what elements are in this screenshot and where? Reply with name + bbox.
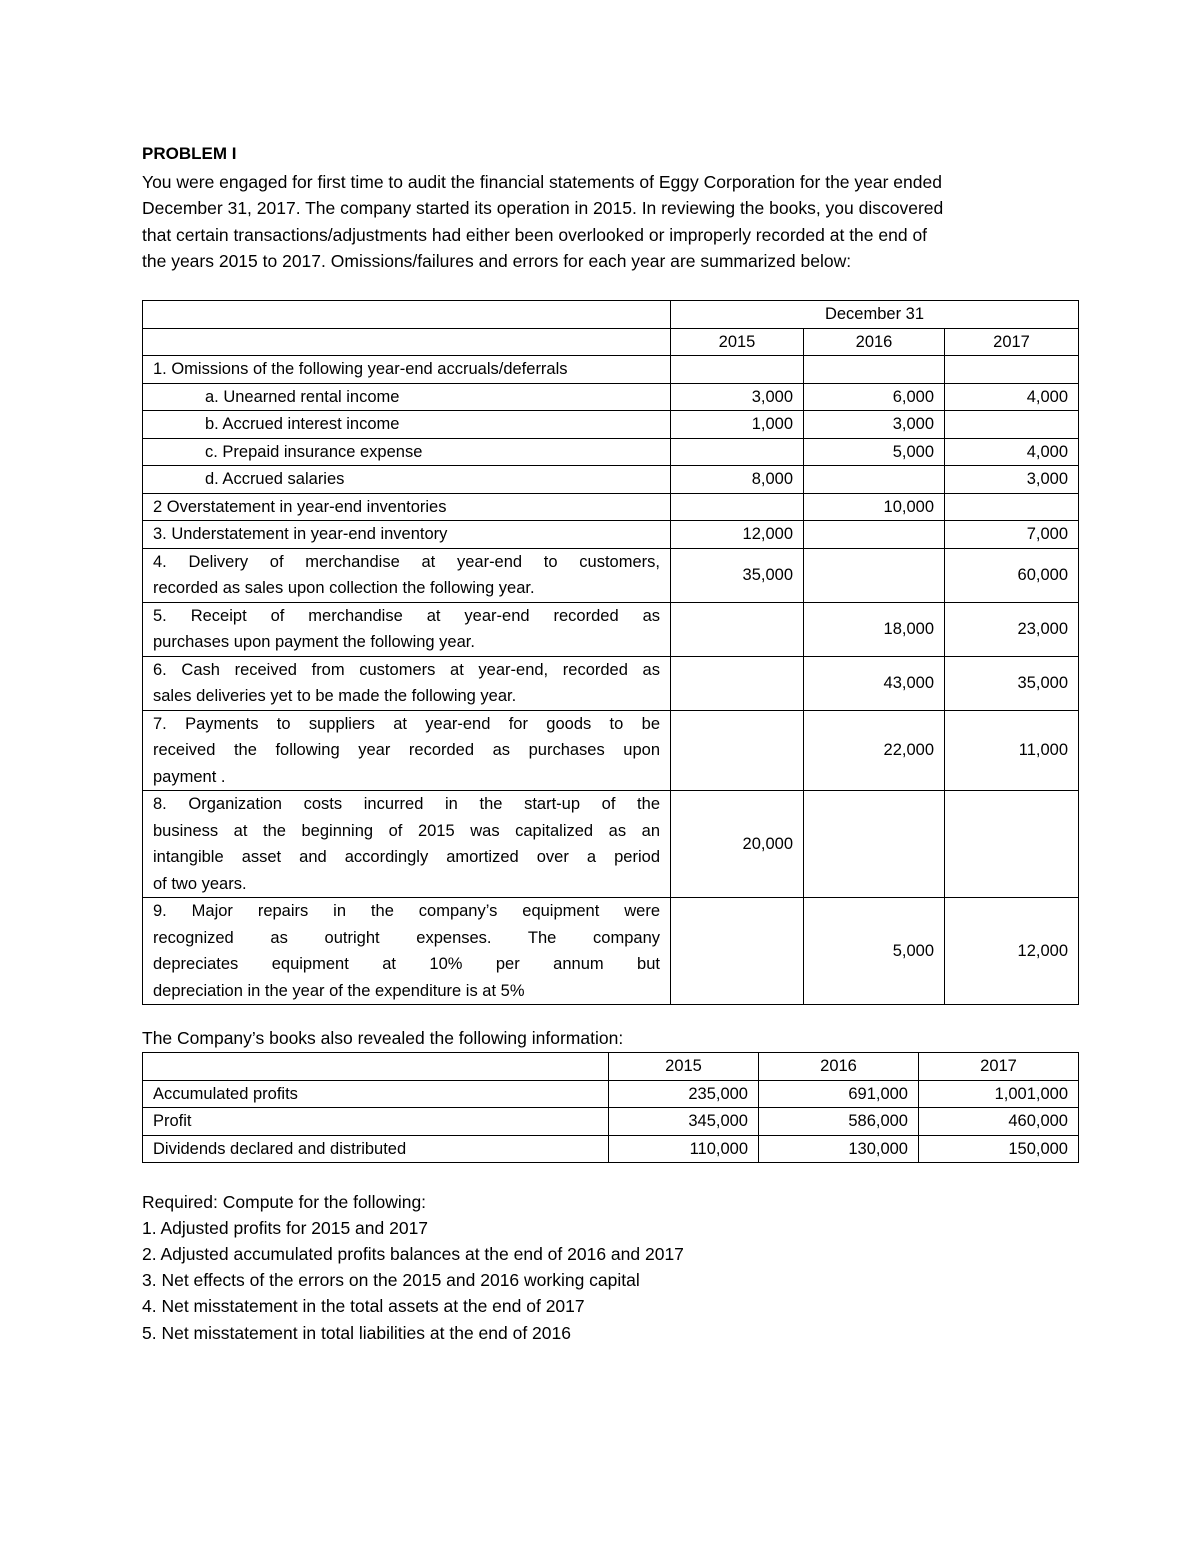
value-cell: 22,000 [804,710,945,791]
row-label: b. Accrued interest income [143,411,671,439]
intro-line: that certain transactions/adjustments had either been overlooked or improperly recorded at the end of [142,224,928,245]
row-label: a. Unearned rental income [143,383,671,411]
value-cell [671,656,804,710]
row-label-line: recorded as sales upon collection the following year. [153,579,535,597]
value-cell: 130,000 [759,1135,919,1163]
value-cell: 8,000 [671,466,804,494]
table-row [143,710,1079,791]
row-label: 2 Overstatement in year-end inventories [143,493,671,521]
value-cell [945,493,1079,521]
value-cell: 35,000 [945,656,1079,710]
value-cell [804,466,945,494]
table-row [143,791,1079,898]
required-item: 4. Net misstatement in the total assets at the end of 2017 [142,1296,585,1316]
row-label [143,898,671,1005]
value-cell: 5,000 [804,898,945,1005]
value-cell [671,898,804,1005]
value-cell: 12,000 [671,521,804,549]
required-item: 3. Net effects of the errors on the 2015 and 2016 working capital [142,1270,640,1290]
value-cell: 3,000 [671,383,804,411]
year-header: 2016 [804,328,945,356]
value-cell: 235,000 [609,1080,759,1108]
required-item: 2. Adjusted accumulated profits balances at the end of 2016 and 2017 [142,1244,684,1264]
row-label-line: purchases upon payment the following year. [153,633,475,651]
value-cell: 12,000 [945,898,1079,1005]
row-label [143,602,671,656]
errors-table [142,300,1079,1005]
row-label: Profit [143,1108,609,1136]
row-label: 3. Understatement in year-end inventory [143,521,671,549]
row-label-line: 6. Cash received from customers at year-end, recorded as [153,660,660,679]
value-cell: 20,000 [671,791,804,898]
year-header: 2017 [919,1053,1079,1081]
table-row [143,521,1079,549]
table-row [143,1080,1079,1108]
also-revealed-text: The Company’s books also revealed the following information: [142,1028,624,1048]
intro-line: the years 2015 to 2017. Omissions/failures and errors for each year are summarized below: [142,250,852,271]
value-cell [804,548,945,602]
value-cell: 4,000 [945,383,1079,411]
value-cell: 60,000 [945,548,1079,602]
table-row [143,656,1079,710]
value-cell: 4,000 [945,438,1079,466]
value-cell [804,356,945,384]
group-header: December 31 [671,301,1079,329]
table-row [143,493,1079,521]
row-label-line: depreciates equipment at 10% per annum but [153,955,660,973]
row-label [143,548,671,602]
value-cell [671,493,804,521]
row-label [143,710,671,791]
value-cell: 10,000 [804,493,945,521]
table-row [143,383,1079,411]
intro-line: December 31, 2017. The company started its operation in 2015. In reviewing the books, you discovered [142,198,944,219]
value-cell: 43,000 [804,656,945,710]
row-label-line: received the following year recorded as purchases upon [153,741,660,759]
value-cell: 11,000 [945,710,1079,791]
value-cell: 23,000 [945,602,1079,656]
value-cell [945,411,1079,439]
intro-line: You were engaged for first time to audit the financial statements of Eggy Corporation for the year ended [142,172,942,192]
value-cell [671,710,804,791]
required-heading: Required: Compute for the following: [142,1192,427,1212]
value-cell: 110,000 [609,1135,759,1163]
row-label-line: business at the beginning of 2015 was capitalized as an [153,821,660,840]
value-cell: 5,000 [804,438,945,466]
value-cell: 150,000 [919,1135,1079,1163]
problem-title: PROBLEM I [142,144,237,163]
table-row [143,356,1079,384]
row-label: 1. Omissions of the following year-end accruals/deferrals [143,356,671,384]
table-row [143,466,1079,494]
table-row [143,548,1079,602]
row-label-line: depreciation in the year of the expenditure is at 5% [153,981,525,1000]
profits-table [142,1052,1079,1163]
value-cell: 691,000 [759,1080,919,1108]
value-cell: 345,000 [609,1108,759,1136]
row-label-line: intangible asset and accordingly amortized over a period [153,848,660,866]
row-label-line: sales deliveries yet to be made the following year. [153,687,517,705]
value-cell: 586,000 [759,1108,919,1136]
year-header: 2015 [671,328,804,356]
table-row [143,438,1079,466]
year-header: 2016 [759,1053,919,1081]
value-cell: 35,000 [671,548,804,602]
value-cell: 1,000 [671,411,804,439]
row-label-line: 5. Receipt of merchandise at year-end recorded as [153,606,660,625]
row-label: c. Prepaid insurance expense [143,438,671,466]
row-label [143,791,671,898]
value-cell [945,356,1079,384]
value-cell [804,521,945,549]
value-cell [671,438,804,466]
row-label-line: 4. Delivery of merchandise at year-end to customers, [153,552,660,571]
value-cell [671,356,804,384]
table-row [143,1135,1079,1163]
year-header: 2017 [945,328,1079,356]
intro-paragraph [142,169,1062,274]
value-cell: 3,000 [945,466,1079,494]
row-label [143,656,671,710]
row-label: Dividends declared and distributed [143,1135,609,1163]
row-label: d. Accrued salaries [143,466,671,494]
required-item: 5. Net misstatement in total liabilities at the end of 2016 [142,1323,571,1343]
value-cell: 6,000 [804,383,945,411]
row-label-line: recognized as outright expenses. The company [153,928,660,947]
table-row [143,898,1079,1005]
required-item: 1. Adjusted profits for 2015 and 2017 [142,1218,429,1238]
value-cell [945,791,1079,898]
value-cell: 3,000 [804,411,945,439]
row-label-line: 7. Payments to suppliers at year-end for goods to be [153,714,660,733]
table-row [143,602,1079,656]
value-cell: 1,001,000 [919,1080,1079,1108]
row-label-line: 8. Organization costs incurred in the start-up of the [153,795,660,813]
year-header: 2015 [609,1053,759,1081]
table-row [143,411,1079,439]
value-cell: 7,000 [945,521,1079,549]
row-label-line: of two years. [153,874,247,893]
table-row [143,1108,1079,1136]
row-label: Accumulated profits [143,1080,609,1108]
value-cell [671,602,804,656]
row-label-line: 9. Major repairs in the company’s equipment were [153,902,660,920]
row-label-line: payment . [153,767,226,786]
value-cell [804,791,945,898]
value-cell: 18,000 [804,602,945,656]
value-cell: 460,000 [919,1108,1079,1136]
